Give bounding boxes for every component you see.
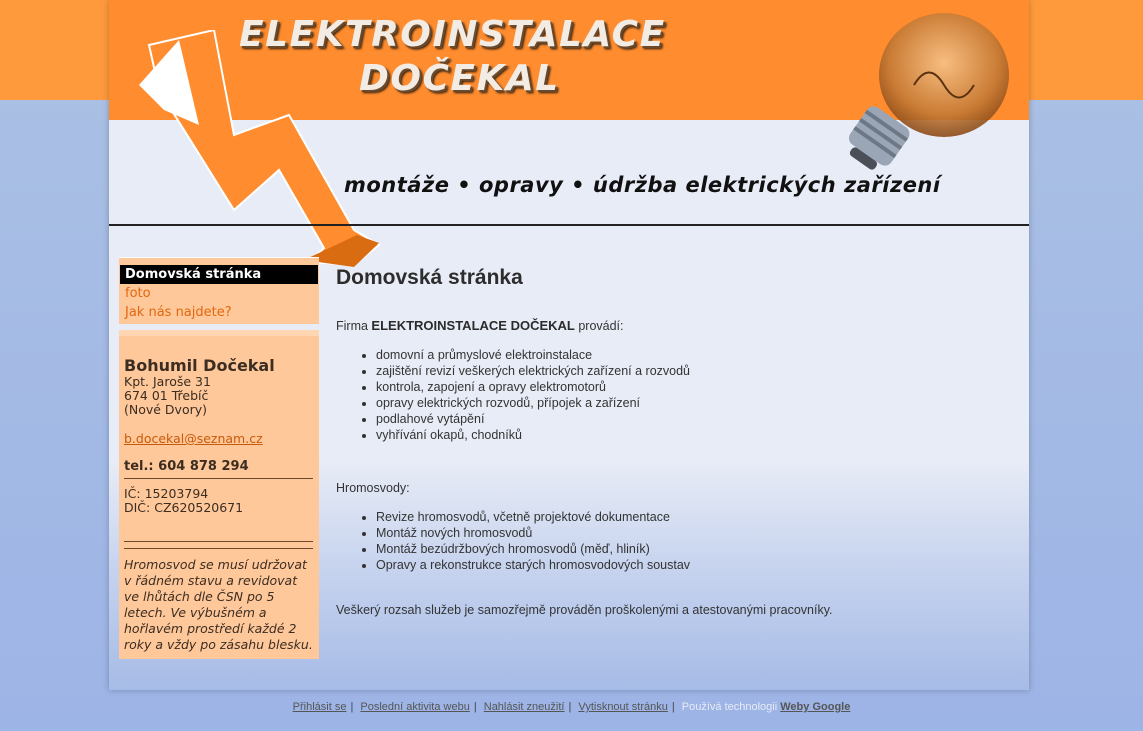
contact-ic: IČ: 15203794 (124, 486, 209, 501)
contact-district: (Nové Dvory) (124, 402, 208, 417)
site-title-line1: ELEKTROINSTALACE (239, 14, 666, 55)
sidebar (119, 257, 319, 659)
list-item: • Montáž nových hromosvodů (376, 525, 1016, 541)
contact-phone: tel.: 604 878 294 (124, 459, 249, 474)
nav-item-directions[interactable]: Jak nás najdete? (125, 305, 232, 320)
contact-email-link[interactable]: b.docekal@seznam.cz (124, 431, 263, 446)
lightning-heading: Hromosvody: (336, 481, 410, 495)
nav-item-home[interactable]: Domovská stránka (120, 265, 318, 284)
footer-powered-text: Používá technologii (681, 701, 778, 713)
list-item: • zajištění revizí veškerých elektrických zařízení a rozvodů (376, 363, 1016, 379)
list-item: • Opravy a rekonstrukce starých hromosvodových soustav (376, 557, 1016, 573)
list-item: • domovní a průmyslové elektroinstalace (376, 347, 1016, 363)
sidebar-nav (119, 257, 319, 324)
lightning-list (336, 509, 1016, 573)
footer-login-link[interactable]: Přihlásit se (292, 701, 347, 713)
lightning-rod-note: Hromosvod se musí udržovat v řádném stavu a revidovat ve lhůtách dle ČSN po 5 letech. Ve výbušném a hořlavém prostředí každé 2 roky a vždy po zásahu blesku. (124, 557, 313, 652)
list-item: • vyhřívání okapů, chodníků (376, 427, 1016, 443)
divider (124, 478, 313, 479)
intro-suffix: provádí: (574, 319, 624, 333)
page-title: Domovská stránka (336, 266, 523, 289)
contact-box (119, 330, 319, 659)
list-item: • podlahové vytápění (376, 411, 1016, 427)
footer-activity-link[interactable]: Poslední aktivita webu (360, 701, 470, 713)
intro-prefix: Firma (336, 319, 372, 333)
page-container (109, 0, 1029, 690)
light-bulb-icon (819, 5, 1019, 180)
nav-item-foto[interactable]: foto (125, 286, 151, 301)
footer-separator: | (568, 701, 572, 713)
footer-report-link[interactable]: Nahlásit zneužití (483, 701, 565, 713)
contact-name: Bohumil Dočekal (124, 356, 275, 375)
list-item: • Revize hromosvodů, včetně projektové dokumentace (376, 509, 1016, 525)
contact-street: Kpt. Jaroše 31 (124, 374, 211, 389)
closing-text: Veškerý rozsah služeb je samozřejmě prováděn proškolenými a atestovanými pracovníky. (336, 603, 833, 617)
footer (0, 701, 1143, 713)
tagline: montáže • opravy • údržba elektrických zařízení (344, 173, 941, 197)
main-content (336, 266, 1016, 617)
list-item: • kontrola, zapojení a opravy elektromotorů (376, 379, 1016, 395)
contact-city: 674 01 Třebíč (124, 388, 209, 403)
footer-print-link[interactable]: Vytisknout stránku (578, 701, 668, 713)
intro-text (336, 318, 1016, 333)
footer-separator: | (350, 701, 354, 713)
divider (124, 548, 313, 549)
list-item: • opravy elektrických rozvodů, přípojek a zařízení (376, 395, 1016, 411)
footer-separator: | (473, 701, 477, 713)
intro-company: ELEKTROINSTALACE DOČEKAL (371, 318, 575, 333)
services-list (336, 347, 1016, 443)
divider (124, 541, 313, 542)
contact-dic: DIČ: CZ620520671 (124, 500, 244, 515)
footer-google-sites-link[interactable]: Weby Google (780, 701, 851, 713)
footer-separator: | (671, 701, 675, 713)
site-title-line2: DOČEKAL (359, 58, 560, 99)
list-item: • Montáž bezúdržbových hromosvodů (měď, hliník) (376, 541, 1016, 557)
header-divider (109, 224, 1029, 226)
